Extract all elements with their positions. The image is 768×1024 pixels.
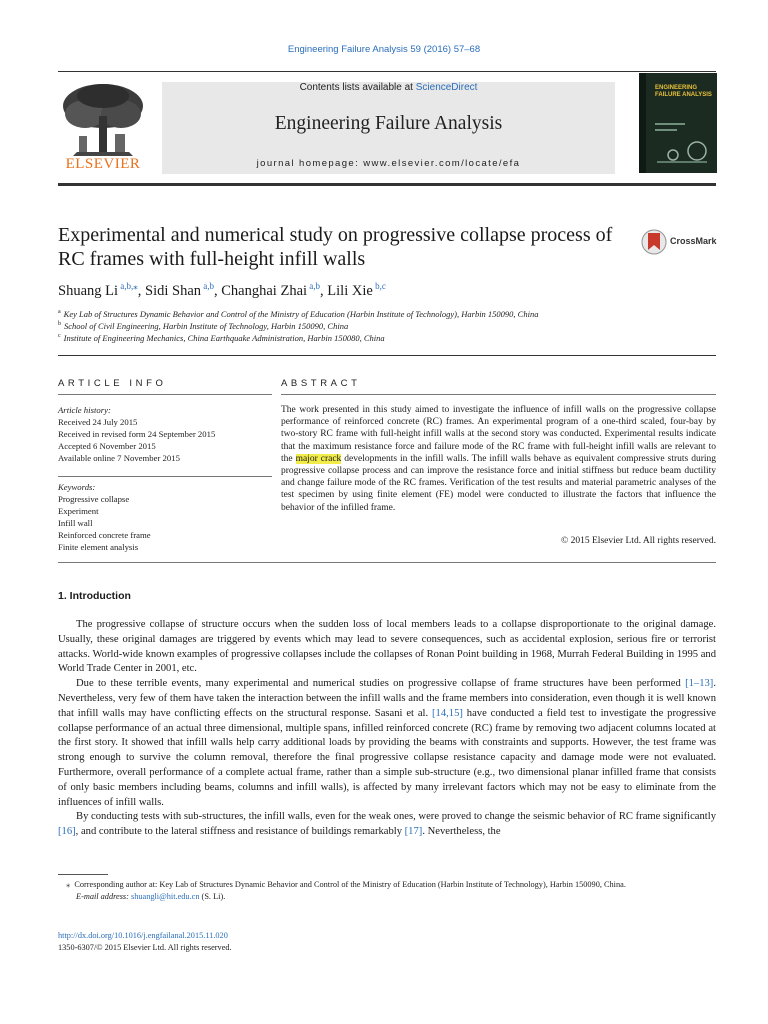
affiliation-rule xyxy=(58,355,716,356)
footnote-text: Corresponding author at: Key Lab of Structures Dynamic Behavior and Control of the Ministry of Education (Harbin Institute of Technology), Harbin 150090, China. xyxy=(74,880,626,889)
history-item: Received 24 July 2015 xyxy=(58,417,138,427)
keyword-item: Progressive collapse xyxy=(58,494,130,504)
cover-strip xyxy=(639,73,646,173)
reference-link[interactable]: [1–13] xyxy=(685,678,714,690)
abstract-copyright: © 2015 Elsevier Ltd. All rights reserved. xyxy=(561,536,716,546)
abstract-label: ABSTRACT xyxy=(281,378,361,389)
reference-link[interactable]: [17] xyxy=(404,826,423,838)
highlighted-text[interactable]: major crack xyxy=(295,453,342,464)
author-list xyxy=(58,281,658,300)
author-name[interactable]: Changhai Zhai xyxy=(221,282,308,299)
history-item: Accepted 6 November 2015 xyxy=(58,441,156,451)
text-run: . Nevertheless, the xyxy=(422,826,501,838)
abstract-text-part: The work presented in this study aimed to investigate the influence of infill walls on the progressive collapse performance of reinforced concrete (RC) frames. An experimental program of a one-third scaled, four-bay by two-story RC frame with full-height infill walls at the second story was conducted. Experimental results indicate that the maximum resistance force and failure mode of the RC frame with full-height infill walls are relevant to the xyxy=(281,405,716,464)
issn-line: 1350-6307/© 2015 Elsevier Ltd. All rights reserved. xyxy=(58,943,232,952)
journal-cover-thumbnail[interactable] xyxy=(639,73,717,173)
email-suffix: (S. Li). xyxy=(199,892,226,901)
footnote-email-line xyxy=(58,891,718,903)
header-top-rule xyxy=(58,71,716,72)
author-sup[interactable]: a,b xyxy=(309,281,321,291)
author-name[interactable]: Shuang Li xyxy=(58,282,119,299)
homepage-prefix: journal homepage: xyxy=(256,158,364,169)
paragraph: The progressive collapse of structure occurs when the sudden loss of local members leads to a collapse disproportionate to the original damage. Usually, these original damages are triggered by events which may lead to severe consequences, such as accidental explosion, serious fire or terrorist attacks. World-wide known examples of progressive collapses include the collapses of Ronan Point building in 1968, Murrah Federal Building in 1995 and World Trade Center in 2001, etc. xyxy=(58,619,716,675)
author-name[interactable]: Sidi Shan xyxy=(145,282,202,299)
keywords xyxy=(58,481,272,553)
keywords-label: Keywords: xyxy=(58,482,96,492)
affiliation-text: Institute of Engineering Mechanics, China Earthquake Administration, Harbin 150080, China xyxy=(63,333,385,343)
section-heading-introduction: 1. Introduction xyxy=(58,590,131,602)
reference-link[interactable]: [16] xyxy=(58,826,76,838)
cover-title: ENGINEERING FAILURE ANALYSIS xyxy=(655,85,712,98)
text-run: have conducted a field test to investigate the progressive collapse performance of an actual three dimensional, multiple spans, infilled reinforced concrete (RC) frame by removing two adjacent columns located at the first story. It showed that infill walls help carry additional loads by providing the beams with constraints and supports. However, the test frame was strong enough to survive the column removal, therefore the final progressive collapse resistance capacity and damage mode were not evaluated. Furthermore, overall performance of a complete actual frame, rather than a simple sub-structure (e.g., two dimensional planar infilled frame that consists of only basic members including beams, columns and infill walls), is affected by many irrelevant factors which may not be easy to eliminate from the influences of infill walls. xyxy=(58,707,716,808)
email-label: E-mail address: xyxy=(76,892,131,901)
article-info-label: ARTICLE INFO xyxy=(58,378,167,389)
history-item: Received in revised form 24 September 2015 xyxy=(58,429,216,439)
author-sup[interactable]: a,b,⁎ xyxy=(120,281,138,291)
affiliation-c xyxy=(58,333,708,343)
affiliation-mark: c xyxy=(58,333,61,340)
journal-citation[interactable]: Engineering Failure Analysis 59 (2016) 57–68 xyxy=(287,44,481,55)
article-title: Experimental and numerical study on progressive collapse process of RC frames with full-height infill walls xyxy=(58,224,613,270)
affiliation-mark: b xyxy=(58,321,61,328)
author-sup[interactable]: b,c xyxy=(375,281,386,291)
abstract-text-part: developments in the infill walls. The infill walls behave as equivalent compressive struts during progressive collapse process and can improve the resistance force and initial stiffness but reduce beam ductility and change failure mode of the RC frames. Verification of the test results and material parametric analyses of the test specimen by using finite element (FE) model were conducted to illustrate the factors that influence the behavior of the infilled frame. xyxy=(281,453,716,513)
crossmark-badge[interactable] xyxy=(641,228,721,256)
reference-link[interactable]: [14,15] xyxy=(432,707,463,719)
keywords-rule xyxy=(58,476,272,477)
text-run: , and contribute to the lateral stiffness and resistance of buildings remarkably xyxy=(75,826,405,838)
cover-graphic-icon xyxy=(653,121,713,167)
footnote xyxy=(58,879,718,903)
affiliation-text: Key Lab of Structures Dynamic Behavior and Control of the Ministry of Education (Harbin Institute of Technology), Harbin 150090, China xyxy=(63,309,539,319)
homepage-url-link[interactable]: www.elsevier.com/locate/efa xyxy=(363,158,521,169)
journal-title: Engineering Failure Analysis xyxy=(274,113,503,134)
keyword-item: Finite element analysis xyxy=(58,542,139,552)
contents-prefix: Contents lists available at xyxy=(299,82,416,93)
affiliation-b xyxy=(58,321,708,331)
doi-block xyxy=(58,930,232,954)
text-run: Due to these terrible events, many experimental and numerical studies on progressive collapse of frame structures have been performed xyxy=(76,678,686,690)
author-name[interactable]: Lili Xie xyxy=(327,282,373,299)
email-link[interactable]: shuangli@hit.edu.cn xyxy=(131,892,200,901)
keyword-item: Reinforced concrete frame xyxy=(58,530,151,540)
journal-homepage xyxy=(162,158,615,169)
introduction-body xyxy=(58,618,716,840)
author-separator: , xyxy=(320,282,328,299)
article-info-rule xyxy=(58,394,272,395)
header-bottom-rule xyxy=(58,183,716,186)
keyword-item: Infill wall xyxy=(58,518,93,528)
abstract-rule xyxy=(281,394,716,395)
history-label: Article history: xyxy=(58,405,111,415)
doi-link[interactable]: http://dx.doi.org/10.1016/j.engfailanal.2015.11.020 xyxy=(58,931,228,940)
abstract-bottom-rule xyxy=(58,562,716,563)
contents-line xyxy=(162,82,615,93)
author-sup[interactable]: a,b xyxy=(203,281,215,291)
footnote-rule xyxy=(58,874,108,875)
paragraph xyxy=(58,677,716,810)
text-run: By conducting tests with sub-structures, the infill walls, even for the weak ones, were proved to change the seismic behavior of RC frame significantly xyxy=(76,811,716,823)
crossmark-label: CrossMark xyxy=(670,236,717,246)
affiliation-a xyxy=(58,309,708,319)
footnote-line xyxy=(58,879,718,891)
affiliation-text: School of Civil Engineering, Harbin Institute of Technology, Harbin 150090, China xyxy=(64,321,349,331)
elsevier-wordmark: ELSEVIER xyxy=(65,156,141,172)
affiliation-mark: a xyxy=(58,309,61,316)
keyword-item: Experiment xyxy=(58,506,99,516)
article-history xyxy=(58,404,272,464)
footnote-mark: ⁎ xyxy=(66,880,71,889)
history-item: Available online 7 November 2015 xyxy=(58,453,180,463)
paragraph xyxy=(58,810,716,840)
sciencedirect-link[interactable]: ScienceDirect xyxy=(415,82,478,93)
author-separator: , xyxy=(137,282,146,299)
author-separator: , xyxy=(214,282,222,299)
crossmark-icon xyxy=(641,228,667,256)
text-run: . Nevertheless, very few of them have taken the interaction between the infill walls and the frame members into consideration, even though it is well known that infill walls may have conflicting effects on the structural response. Sasani et al. xyxy=(58,678,716,719)
abstract-text xyxy=(281,404,716,514)
